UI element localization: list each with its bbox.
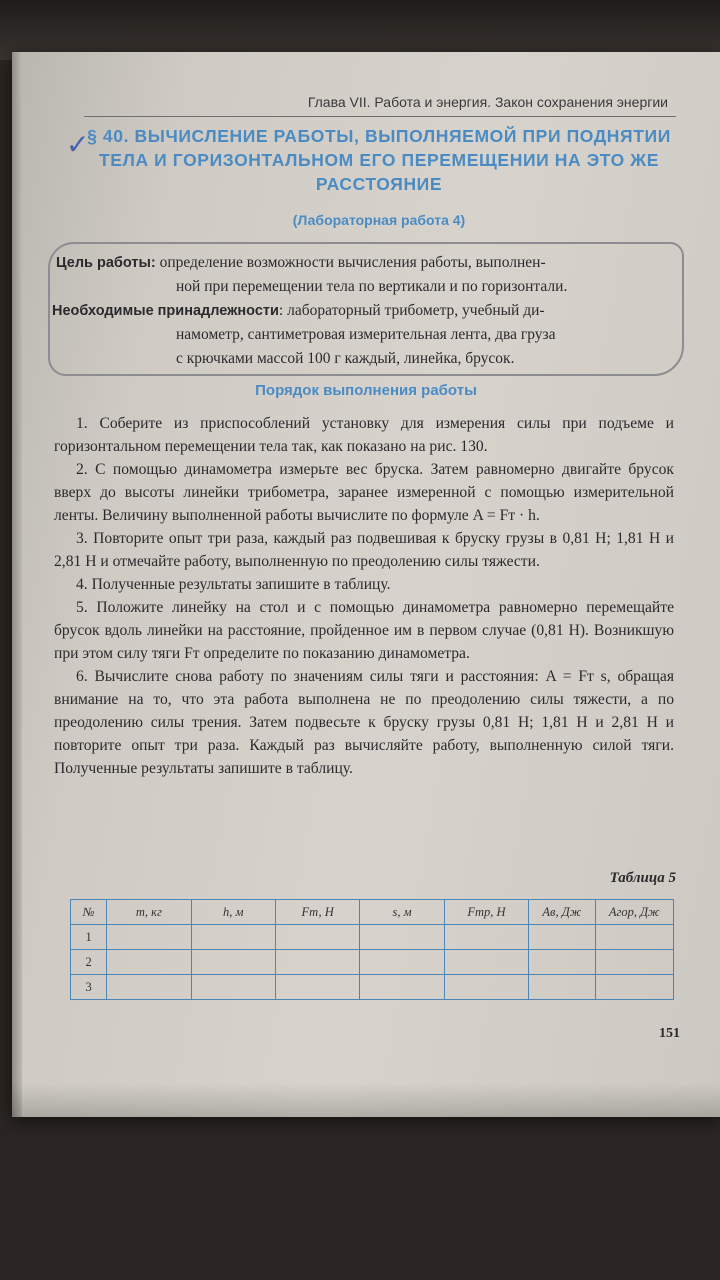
table-cell <box>595 975 673 1000</box>
goal-line-1 <box>56 254 546 272</box>
equipment-label: Необходимые принадлежности <box>52 303 279 319</box>
table-cell <box>360 925 444 950</box>
step-4: 4. Полученные результаты запишите в таблицу. <box>76 576 391 593</box>
header-cell: Fт, Н <box>275 900 359 925</box>
table-header-row <box>71 900 674 925</box>
table-cell <box>191 950 275 975</box>
table-cell <box>529 950 595 975</box>
row-number: 3 <box>71 975 107 1000</box>
goal-text-1: определение возможности вычисления работы, выполнен- <box>159 254 546 271</box>
step-5: 5. Положите линейку на стол и с помощью динамометра равномерно перемещайте брусок вдоль линейки на расстояние, пройденное им в первом случае (0,81 Н). Возникшую при этом силу тяги Fт определите по показанию динамометра. <box>54 599 674 662</box>
page-bottom-shadow <box>12 1083 720 1117</box>
step-3: 3. Повторите опыт три раза, каждый раз подвешивая к бруску грузы в 0,81 Н; 1,81 Н и 2,81 Н и отмечайте работу, выполненную по преодолению силы тяжести. <box>54 530 674 570</box>
step-2: 2. С помощью динамометра измерьте вес бруска. Затем равномерно двигайте брусок вверх до высоты линейки трибометра, заранее измеренной с помощью измерительной ленты. Величину выполненной работы вычислите по формуле A = Fт · h. <box>54 461 674 524</box>
step-1: 1. Соберите из приспособлений установку для измерения силы при подъеме и горизонтальном перемещении тела так, как показано на рис. 130. <box>54 415 674 455</box>
page-number: 151 <box>659 1026 680 1041</box>
table-cell <box>275 925 359 950</box>
table-cell <box>107 975 191 1000</box>
header-cell: Fтр, Н <box>444 900 528 925</box>
table-cell <box>107 925 191 950</box>
table-cell <box>595 950 673 975</box>
table-cell <box>529 975 595 1000</box>
procedure-title: Порядок выполнения работы <box>255 382 477 399</box>
equipment-line-1 <box>52 302 545 320</box>
equipment-text-2: намометр, сантиметровая измерительная лента, два груза <box>176 326 556 343</box>
table-cell <box>595 925 673 950</box>
table-row <box>71 950 674 975</box>
goal-text-2: ной при перемещении тела по вертикали и по горизонтали. <box>176 278 568 295</box>
desk-background <box>0 0 720 60</box>
table-cell <box>360 950 444 975</box>
running-head: Глава VII. Работа и энергия. Закон сохранения энергии <box>307 94 668 110</box>
book-page <box>12 52 720 1117</box>
table-cell <box>275 950 359 975</box>
table-cell <box>275 975 359 1000</box>
table-cell <box>360 975 444 1000</box>
table-cell <box>107 950 191 975</box>
table-row <box>71 975 674 1000</box>
table-cell <box>529 925 595 950</box>
table-cell <box>444 925 528 950</box>
header-cell: s, м <box>360 900 444 925</box>
header-cell: h, м <box>191 900 275 925</box>
lab-work-subtitle: (Лабораторная работа 4) <box>292 212 466 228</box>
table-cell <box>444 950 528 975</box>
table-cell <box>444 975 528 1000</box>
page-edge <box>12 52 22 1117</box>
header-rule <box>84 116 676 117</box>
header-cell: m, кг <box>107 900 191 925</box>
goal-label: Цель работы: <box>56 255 156 271</box>
step-6: 6. Вычислите снова работу по значениям силы тяги и расстояния: A = Fт s, обращая внимание на то, что эта работа выполнена не по преодолению силы тяжести, а по преодолению силы трения. Затем подвесьте к бруску грузы 0,81 Н; 1,81 Н и 2,81 Н и повторите опыт три раза. Каждый раз вычисляйте работу, выполненную силой тяги. Полученные результаты запишите в таблицу. <box>54 668 674 777</box>
header-cell: № <box>71 900 107 925</box>
table-cell <box>191 925 275 950</box>
section-title: § 40. ВЫЧИСЛЕНИЕ РАБОТЫ, ВЫПОЛНЯЕМОЙ ПРИ ПОДНЯТИИ ТЕЛА И ГОРИЗОНТАЛЬНОМ ЕГО ПЕРЕМЕЩЕНИИ НА ЭТО ЖЕ РАССТОЯНИЕ <box>87 126 671 194</box>
procedure-steps <box>54 412 674 780</box>
row-number: 2 <box>71 950 107 975</box>
header-cell: Aв, Дж <box>529 900 595 925</box>
table-caption: Таблица 5 <box>609 870 676 886</box>
header-cell: Aгор, Дж <box>595 900 673 925</box>
table-row <box>71 925 674 950</box>
row-number: 1 <box>71 925 107 950</box>
pencil-check-mark: ✓ <box>66 130 90 161</box>
equipment-text-3: с крючками массой 100 г каждый, линейка, брусок. <box>176 350 515 367</box>
equipment-text-1: : лабораторный трибометр, учебный ди- <box>278 302 545 319</box>
table-cell <box>191 975 275 1000</box>
results-table <box>70 899 674 1000</box>
